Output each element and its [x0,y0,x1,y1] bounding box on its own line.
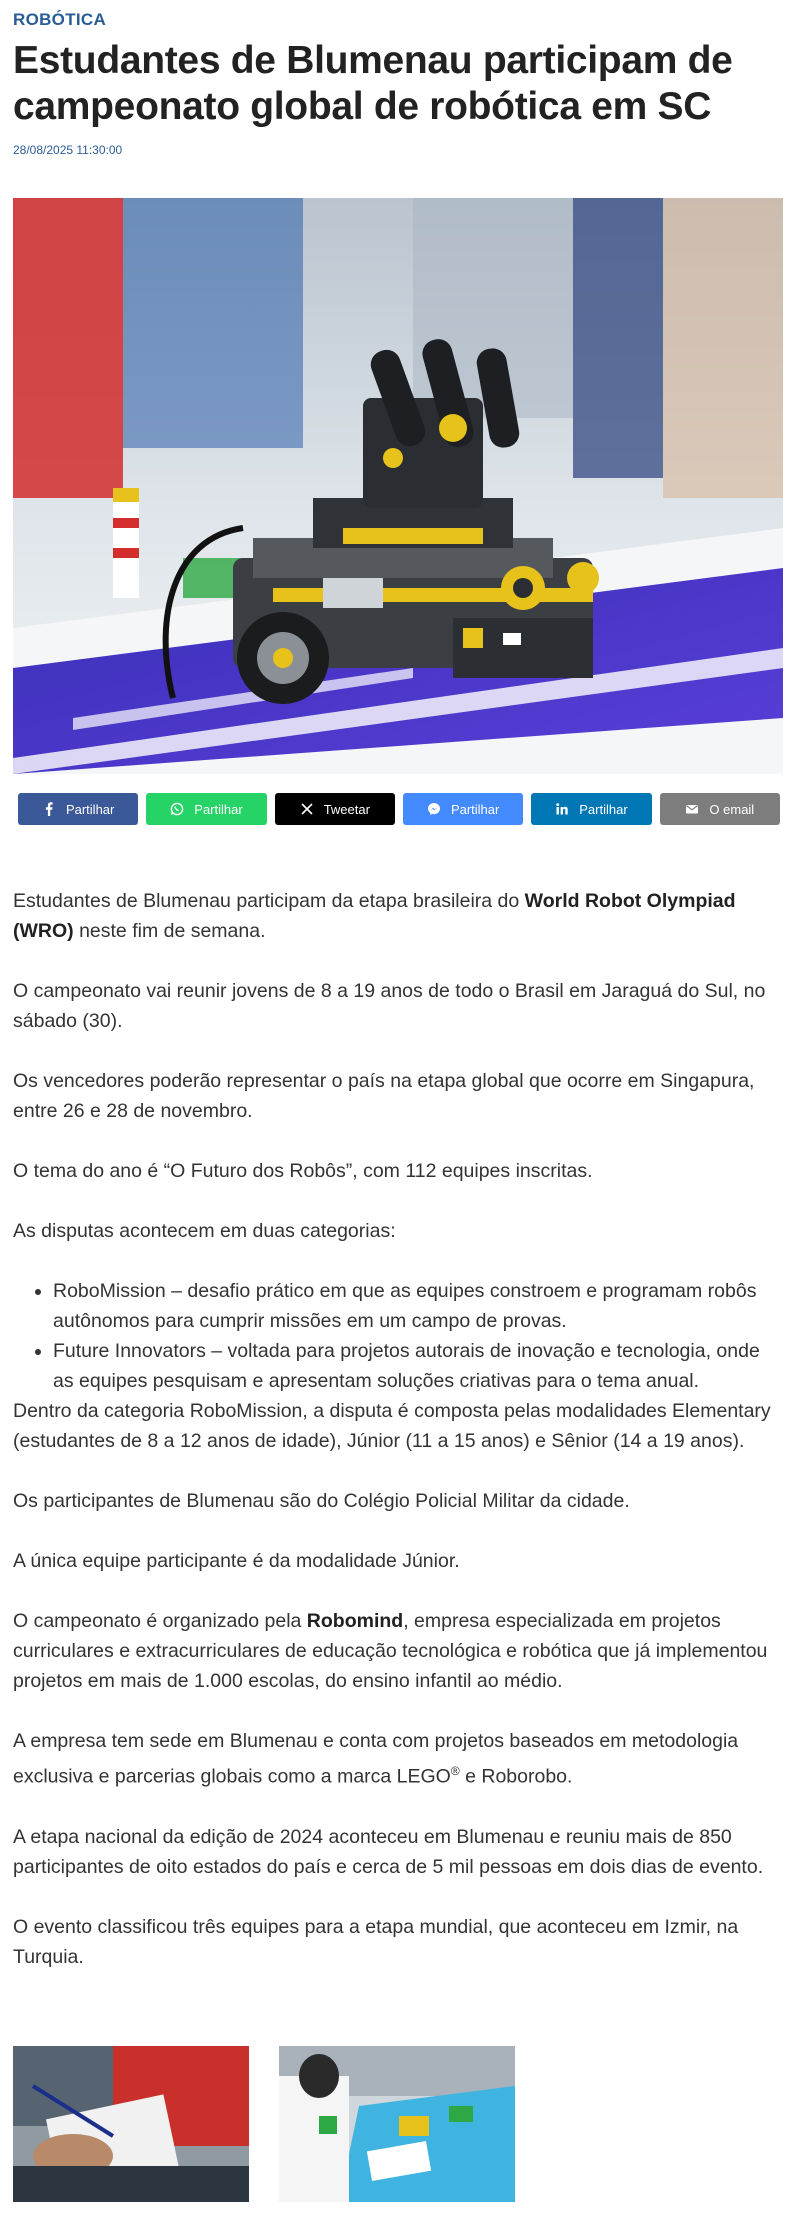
paragraph: Os vencedores poderão representar o país na etapa global que ocorre em Singapura, entre 26 e 28 de novembro. [13,1070,755,1122]
writing-photo [13,2046,249,2202]
paragraph: O tema do ano é “O Futuro dos Robôs”, com 112 equipes inscritas. [13,1160,593,1182]
share-whatsapp-label: Partilhar [194,801,243,817]
robot-photo [13,198,783,774]
competition-photo [279,2046,515,2202]
gallery-thumb-2[interactable] [279,2046,515,2202]
share-facebook-label: Partilhar [65,801,115,817]
share-x-label: Tweetar [323,801,370,817]
gallery [13,2046,515,2202]
categories-list [53,1276,783,1396]
paragraph: Estudantes de Blumenau participam da etapa brasileira do World Robot Olympiad (WRO) neste fim de semana. [13,890,736,942]
email-icon [685,802,699,816]
paragraph: As disputas acontecem em duas categorias: [13,1220,396,1242]
share-linkedin-label: Partilhar [579,801,628,817]
paragraph: O campeonato vai reunir jovens de 8 a 19 anos de todo o Brasil em Jaraguá do Sul, no sábado (30). [13,980,766,1032]
article-category[interactable]: ROBÓTICA [13,10,107,29]
wro-link: World Robot Olympiad (WRO) [13,890,736,942]
share-email-label: O email [709,801,755,817]
article-body [13,886,783,1972]
share-linkedin-button[interactable] [531,793,651,825]
share-whatsapp-button[interactable] [146,793,266,825]
list-item: • RoboMission – desafio prático em que as equipes constroem e programam robôs autônomos para cumprir missões em um campo de provas. [53,1276,783,1336]
x-icon [300,802,314,816]
share-email-button[interactable] [660,793,780,825]
robomind-link: Robomind [306,1610,404,1632]
hero-image [13,198,783,774]
linkedin-icon [555,802,569,816]
facebook-icon [42,802,56,816]
paragraph: A única equipe participante é da modalidade Júnior. [13,1550,460,1572]
share-messenger-button[interactable] [403,793,523,825]
whatsapp-icon [170,802,184,816]
share-x-button[interactable] [275,793,395,825]
messenger-icon [427,802,441,816]
share-messenger-label: Partilhar [450,801,500,817]
gallery-thumb-1[interactable] [13,2046,249,2202]
paragraph: O campeonato é organizado pela Robomind, empresa especializada em projetos curriculares e extracurriculares de educação tecnológica e robótica que já implementou projetos em mais de 1.000 escolas, do ensino infantil ao médio. [13,1610,768,1692]
paragraph: A etapa nacional da edição de 2024 aconteceu em Blumenau e reuniu mais de 850 participantes de oito estados do país e cerca de 5 mil pessoas em dois dias de evento. [13,1825,764,1878]
paragraph: Os participantes de Blumenau são do Colégio Policial Militar da cidade. [13,1490,630,1512]
article-title: Estudantes de Blumenau participam de campeonato global de robótica em SC [13,39,733,128]
paragraph: A empresa tem sede em Blumenau e conta com projetos baseados em metodologia exclusiva e parcerias globais como a marca LEGO® e Roborobo. [13,1730,739,1788]
paragraph: O evento classificou três equipes para a etapa mundial, que aconteceu em Izmir, na Turquia. [13,1915,739,1968]
share-bar [18,793,780,825]
list-item: • Future Innovators – voltada para projetos autorais de inovação e tecnologia, onde as equipes pesquisam e apresentam soluções criativas para o tema anual. [53,1336,783,1396]
share-facebook-button[interactable] [18,793,138,825]
paragraph: Dentro da categoria RoboMission, a disputa é composta pelas modalidades Elementary (estudantes de 8 a 12 anos de idade), Júnior (11 a 15 anos) e Sênior (14 a 19 anos). [13,1400,771,1452]
article-date: 28/08/2025 11:30:00 [13,143,123,157]
